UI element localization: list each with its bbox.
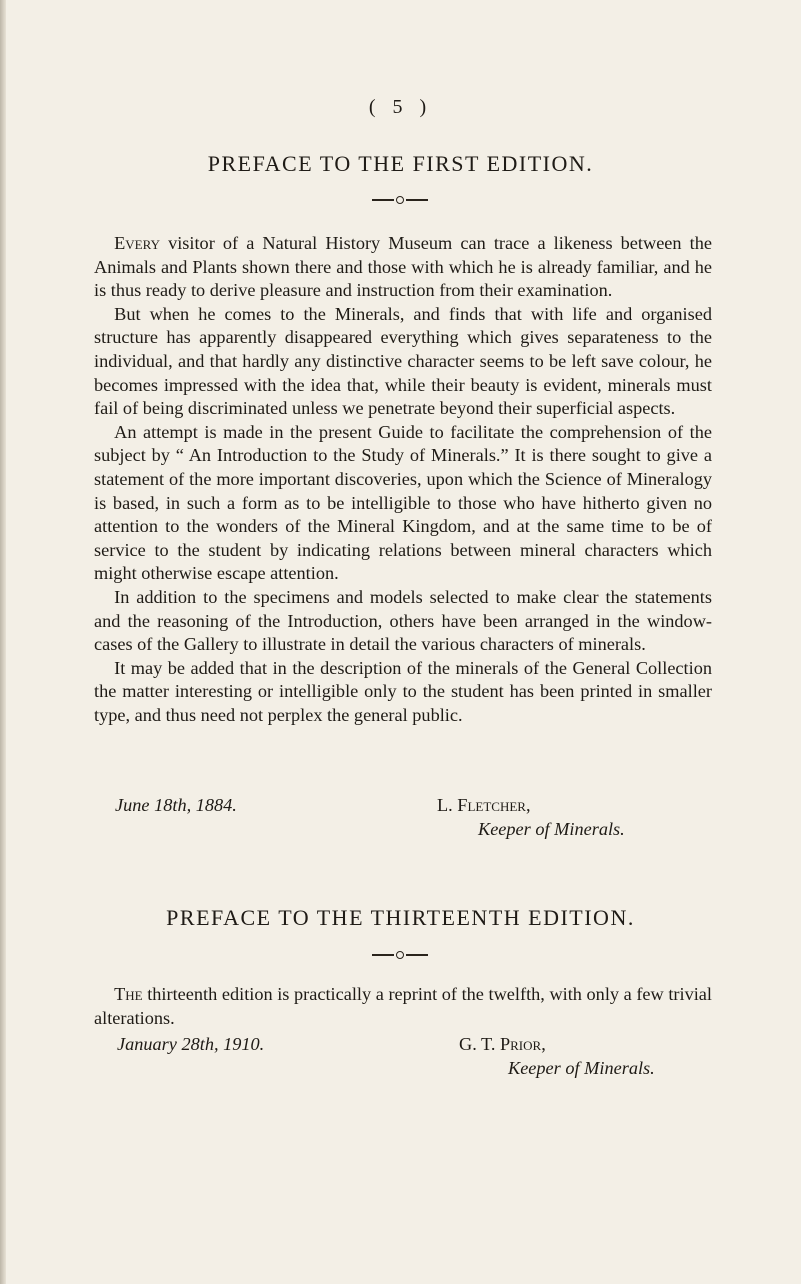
page-binding-edge — [0, 0, 6, 1284]
paragraph: The thirteenth edition is practically a reprint of the twelfth, with only a few trivial alterations. — [94, 984, 712, 1028]
first-edition-heading: PREFACE TO THE FIRST EDITION. — [207, 151, 594, 176]
page-number: ( 5 ) — [368, 96, 433, 118]
first-edition-signature: L. Fletcher, — [437, 795, 531, 815]
thirteenth-edition-heading: PREFACE TO THE THIRTEENTH EDITION. — [166, 905, 635, 930]
ornament-divider-2 — [372, 951, 428, 959]
paragraph: It may be added that in the description of the minerals of the General Collection the matter interesting or intelligible only to the student has been printed in smaller type, and thus need not perplex the general public. — [94, 657, 712, 725]
first-edition-date: June 18th, 1884. — [115, 795, 237, 815]
paragraph: In addition to the specimens and models selected to make clear the statements and the reasoning of the Introduction, others have been arranged in the window-cases of the Gallery to illustrate in detail the various characters of minerals. — [94, 586, 712, 655]
paragraph: Every visitor of a Natural History Museum can trace a likeness between the Animals and Plants shown there and those with which he is already familiar, and he is thus ready to derive pleasure and instruction from their examination. — [94, 233, 712, 301]
first-edition-body — [94, 232, 712, 727]
paragraph: An attempt is made in the present Guide to facilitate the comprehension of the subject by “ An Introduction to the Study of Minerals.” It is there sought to give a statement of the more important discoveries, upon which the Science of Mineralogy is based, in such a form as to be intelligible to those who have hitherto given no attention to the wonders of the Mineral Kingdom, and at the same time to be of service to the student by indicating relations between mineral characters which might otherwise escape attention. — [94, 421, 712, 584]
first-edition-signer-title: Keeper of Minerals. — [478, 819, 625, 839]
ornament-divider-1 — [372, 196, 428, 204]
thirteenth-edition-signature: G. T. Prior, — [459, 1034, 546, 1054]
thirteenth-edition-signer-title: Keeper of Minerals. — [508, 1058, 655, 1078]
thirteenth-edition-date: January 28th, 1910. — [117, 1034, 265, 1054]
thirteenth-edition-body — [94, 983, 712, 1030]
paragraph: But when he comes to the Minerals, and finds that with life and organised structure has apparently disappeared everything which gives separateness to the individual, and that hardly any distinctive character seems to be left save colour, he becomes impressed with the idea that, while their beauty is evident, minerals must fail of being discriminated unless we penetrate beyond their superficial aspects. — [94, 303, 712, 419]
